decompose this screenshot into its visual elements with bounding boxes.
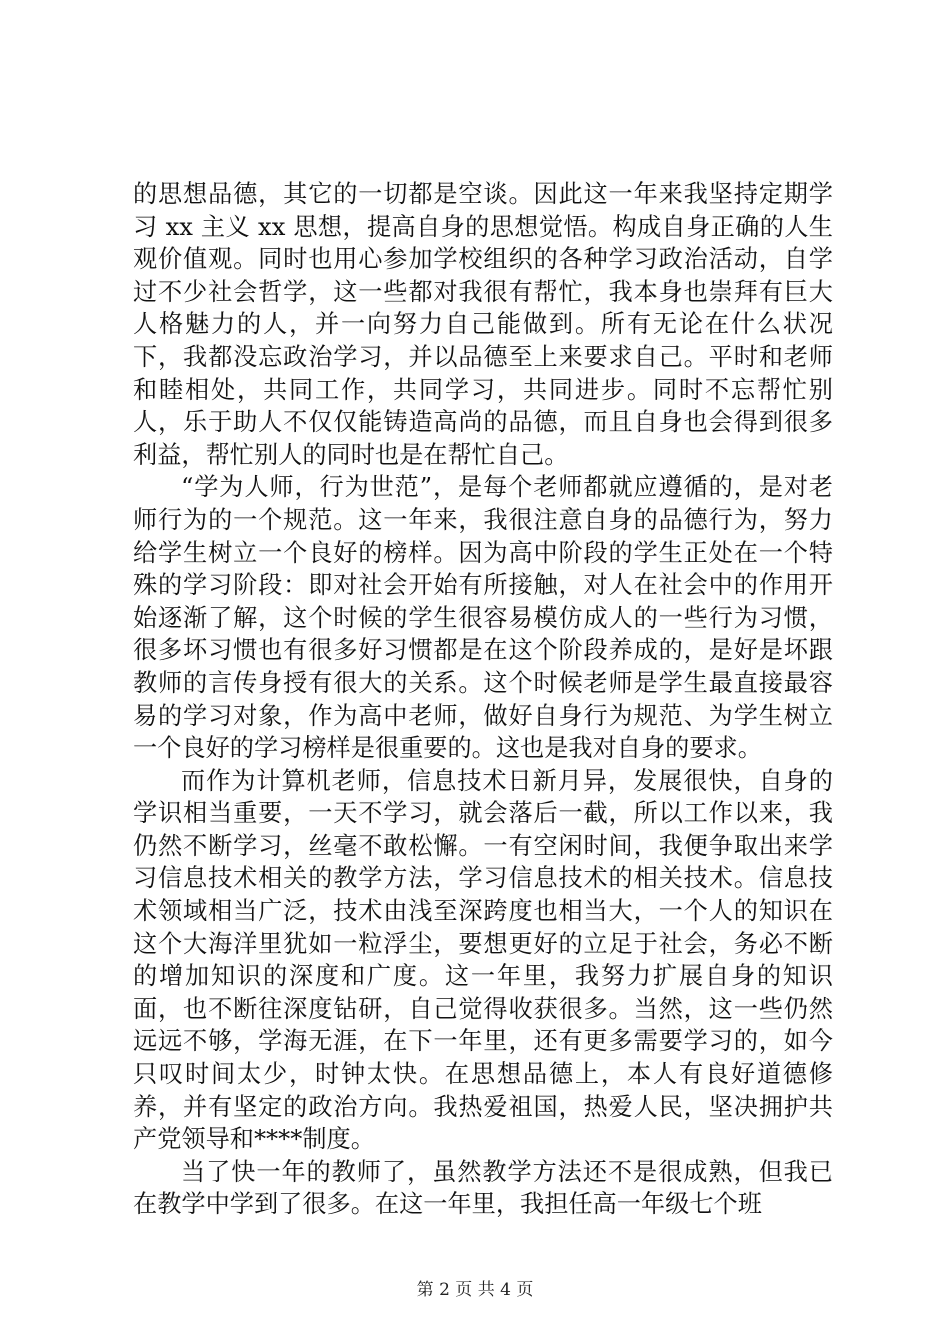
document-body: [133, 178, 833, 1221]
paragraph-2: “学为人师，行为世范”，是每个老师都就应遵循的，是对老师行为的一个规范。这一年来，我很注意自身的品德行为，努力给学生树立一个良好的榜样。因为高中阶段的学生正处在一个特殊的学习阶段：即对社会开始有所接触，对人在社会中的作用开始逐渐了解，这个时候的学生很容易模仿成人的一些行为习惯，很多坏习惯也有很多好习惯都是在这个阶段养成的，是好是坏跟教师的言传身授有很大的关系。这个时候老师是学生最直接最容易的学习对象，作为高中老师，做好自身行为规范、为学生树立一个良好的学习榜样是很重要的。这也是我对自身的要求。: [133, 473, 833, 763]
paragraph-1: 的思想品德，其它的一切都是空谈。因此这一年来我坚持定期学习 xx 主义 xx 思想，提高自身的思想觉悟。构成自身正确的人生观价值观。同时也用心参加学校组织的各种学习政治活动，自学过不少社会哲学，这一些都对我很有帮忙，我本身也崇拜有巨大人格魅力的人，并一向努力自己能做到。所有无论在什么状况下，我都没忘政治学习，并以品德至上来要求自己。平时和老师和睦相处，共同工作，共同学习，共同进步。同时不忘帮忙别人，乐于助人不仅仅能铸造高尚的品德，而且自身也会得到很多利益，帮忙别人的同时也是在帮忙自己。: [133, 180, 833, 469]
paragraph-3: 而作为计算机老师，信息技术日新月异，发展很快，自身的学识相当重要，一天不学习，就会落后一截，所以工作以来，我仍然不断学习，丝毫不敢松懈。一有空闲时间，我便争取出来学习信息技术相关的教学方法，学习信息技术的相关技术。信息技术领域相当广泛，技术由浅至深跨度也相当大，一个人的知识在这个大海洋里犹如一粒浮尘，要想更好的立足于社会，务必不断的增加知识的深度和广度。这一年里，我努力扩展自身的知识面，也不断往深度钻研，自己觉得收获很多。当然，这一些仍然远远不够，学海无涯，在下一年里，还有更多需要学习的，如今只叹时间太少，时钟太快。在思想品德上，本人有良好道德修养，并有坚定的政治方向。我热爱祖国，热爱人民，坚决拥护共产党领导和****制度。: [133, 766, 833, 1154]
paragraph-4: 当了快一年的教师了，虽然教学方法还不是很成熟，但我已在教学中学到了很多。在这一年里，我担任高一年级七个班: [133, 1157, 833, 1219]
page-number-footer: 第 2 页 共 4 页: [416, 1280, 534, 1300]
